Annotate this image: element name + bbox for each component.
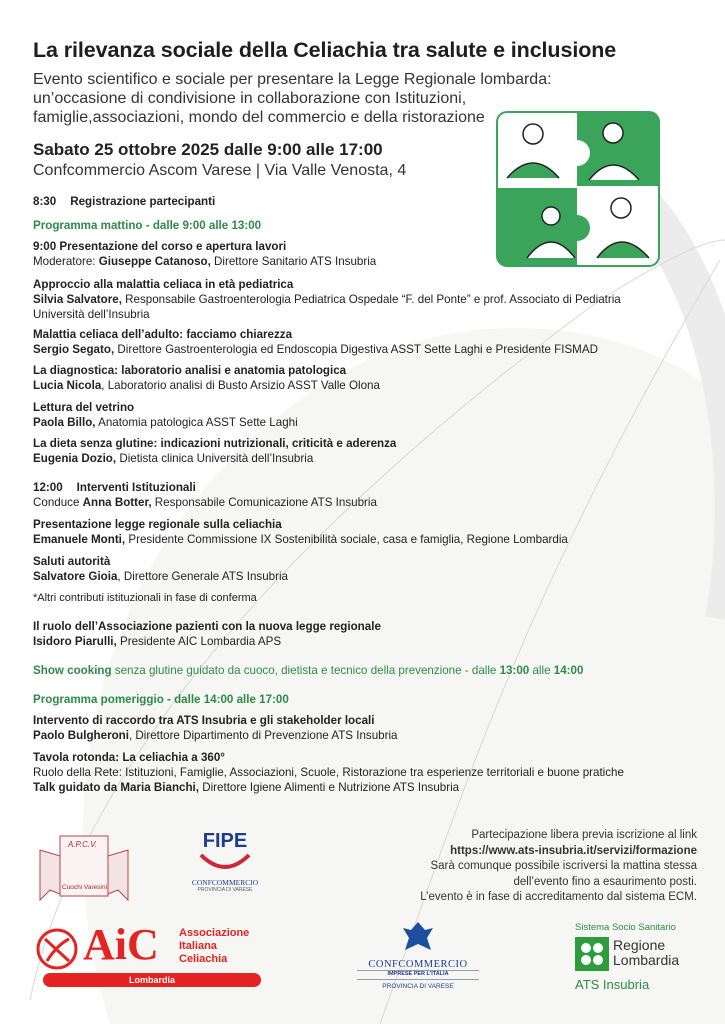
program-item: Intervento di raccordo tra ATS Insubria e gli stakeholder locali Paolo Bulgheroni, Direttore Dipartimento di Prevenzione ATS Insubria: [33, 714, 398, 742]
afternoon-heading: Programma pomeriggio - dalle 14:00 alle 17:00: [33, 693, 289, 706]
program-item: Malattia celiaca dell’adulto: facciamo chiarezza Sergio Segato, Direttore Gastroenterologia ed Endoscopia Digestiva ASST Sette Laghi e Presidente FISMAD: [33, 328, 598, 356]
program-item-opening: 9:00 Presentazione del corso e apertura lavori Moderatore: Giuseppe Catanoso, Direttore Sanitario ATS Insubria: [33, 240, 377, 268]
page-title: La rilevanza sociale della Celiachia tra salute e inclusione: [33, 38, 617, 62]
subtitle-line: Evento scientifico e sociale per presentare la Legge Regionale lombarda:: [33, 71, 552, 88]
subtitle-line: un’occasione di condivisione in collaborazione con Istituzioni,: [33, 90, 467, 107]
fipe-logo: FIPE CONFCOMMERCIO PROVINCIA DI VARESE: [191, 830, 259, 893]
event-date: Sabato 25 ottobre 2025 dalle 9:00 alle 17:00: [33, 140, 383, 159]
program-item: Presentazione legge regionale sulla celiachia Emanuele Monti, Presidente Commissione IX Sostenibilità sociale, casa e famiglia, Regione Lombardia: [33, 518, 568, 546]
program-item: La dieta senza glutine: indicazioni nutrizionali, criticità e aderenza Eugenia Dozio, Dietista clinica Università dell’Insubria: [33, 437, 397, 465]
apcv-logo: A.P.C.V. Cuochi Varesini: [38, 832, 130, 902]
institutional-section: 12:00 Interventi Istituzionali Conduce Anna Botter, Responsabile Comunicazione ATS Insubria: [33, 481, 377, 509]
event-location: Confcommercio Ascom Varese | Via Valle Venosta, 4: [33, 162, 407, 179]
registration-link[interactable]: https://www.ats-insubria.it/servizi/formazione: [450, 844, 697, 857]
program-item-roundtable: Tavola rotonda: La celiachia a 360° Ruolo della Rete: Istituzioni, Famiglie, Associazioni, Scuole, Ristorazione tra esperienze territoriali e buone pratiche Talk guidato da Maria Bianchi, Direttore Igiene Alimenti e Nutrizione ATS Insubria: [33, 751, 624, 794]
program-item: La diagnostica: laboratorio analisi e anatomia patologica Lucia Nicola, Laboratorio analisi di Busto Arsizio ASST Valle Olona: [33, 364, 380, 392]
program-item-association: Il ruolo dell’Associazione pazienti con la nuova legge regionale Isidoro Piarulli, Presidente AIC Lombardia APS: [33, 620, 381, 648]
puzzle-people-illustration: [493, 108, 663, 270]
note: *Altri contributi istituzionali in fase di conferma: [33, 592, 257, 604]
morning-heading: Programma mattino - dalle 9:00 alle 13:00: [33, 219, 262, 232]
show-cooking: Show cooking senza glutine guidato da cuoco, dietista e tecnico della prevenzione - dalle 13:00 alle 14:00: [33, 664, 584, 677]
regione-lombardia-ats-logo: Sistema Socio Sanitario Regione Lombardia ATS Insubria: [575, 922, 680, 992]
registration-info: Partecipazione libera previa iscrizione al link https://www.ats-insubria.it/servizi/formazione Sarà comunque possibile iscriversi la mattina stessa dell’evento fino a esaurimento posti. L’evento è in fase di accreditamento dal sistema ECM.: [420, 829, 697, 903]
aic-lombardia-logo: AiC Associazione Italiana Celiachia Lombardia: [35, 925, 265, 991]
regione-lombardia-icon: [575, 937, 609, 971]
program-item: Saluti autorità Salvatore Gioia, Direttore Generale ATS Insubria: [33, 555, 288, 583]
program-item: Approccio alla malattia celiaca in età pediatrica Silvia Salvatore, Responsabile Gastroenterologia Pediatrica Ospedale “F. del Ponte” e prof. Associato di Pediatria Università dell’Insubria: [33, 278, 621, 321]
registration: 8:30 Registrazione partecipanti: [33, 195, 216, 208]
subtitle: [33, 70, 552, 127]
subtitle-line: famiglie,associazioni, mondo del commercio e della ristorazione: [33, 109, 485, 126]
confcommercio-logo: CONFCOMMERCIO IMPRESE PER L'ITALIA PROVINCIA DI VARESE: [357, 920, 479, 990]
program-item: Lettura del vetrino Paola Billo, Anatomia patologica ASST Sette Laghi: [33, 401, 298, 429]
